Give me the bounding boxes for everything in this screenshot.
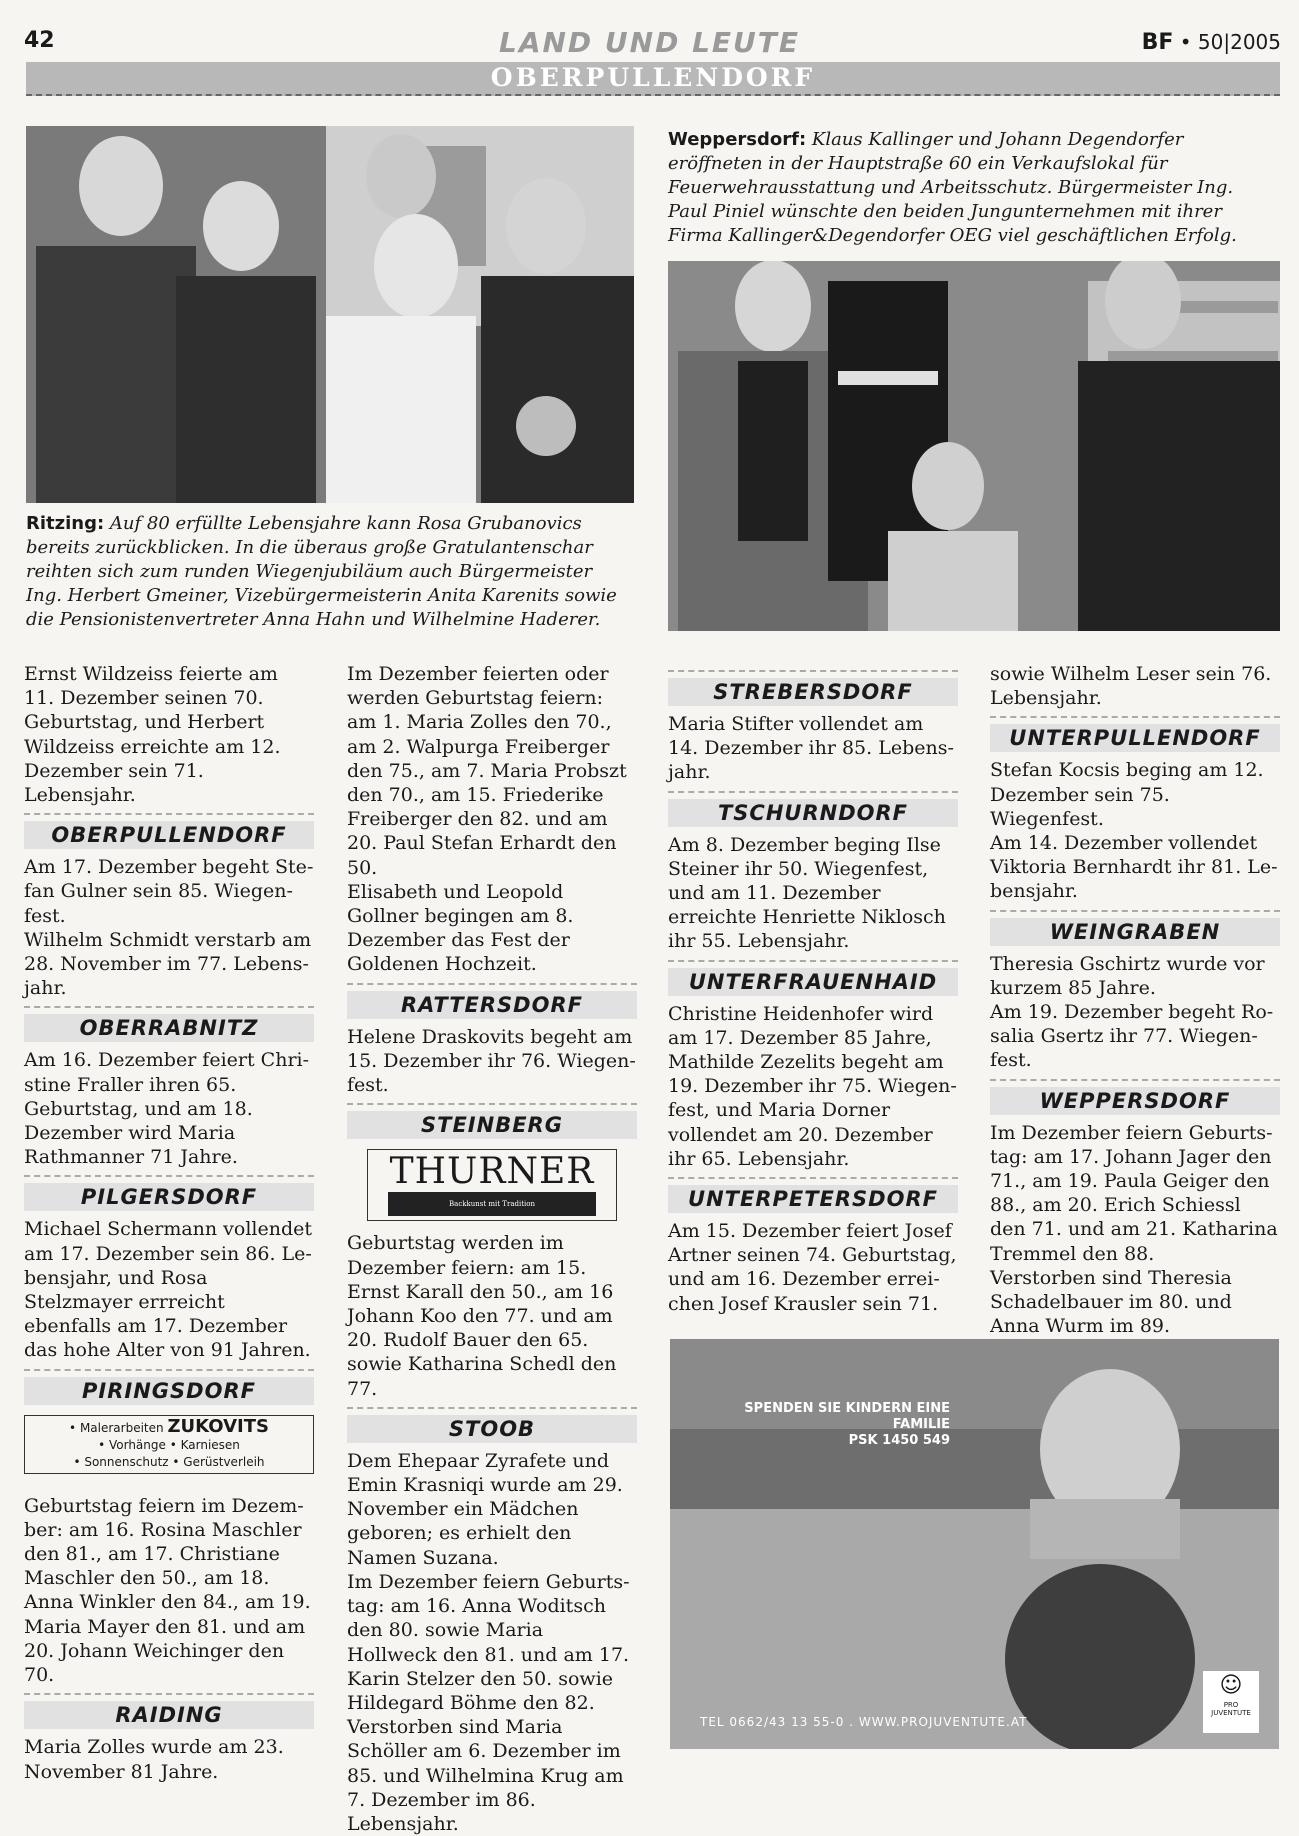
column-1 (24, 662, 314, 1784)
region-banner (26, 62, 1280, 96)
section-title-weppersdorf: WEPPERSDORF (990, 1087, 1280, 1115)
column-3 (668, 664, 958, 1316)
stoob-p1: Dem Ehepaar Zyrafete und Emin Krasniqi wurde am 29. November ein Mädchen geboren; es erhielt den Namen Suzana. (347, 1449, 623, 1569)
section-pilgersdorf (24, 1175, 314, 1211)
caption-weppersdorf-label: Weppersdorf: (668, 129, 807, 150)
col2-intro-p1: Im Dezember feierten oder werden Geburtstag feiern: am 1. Maria Zolles den 70., am 2. Walpurga Freiberger den 75., am 7. Maria Probszt den 70., am 15. Friederike Freiberger den 82. und am 20. Paul Stefan Erhardt den 50. (347, 663, 627, 879)
weppersdorf-p2: Verstorben sind Theresia Schadelbauer im 80. und Anna Wurm im 89. (990, 1266, 1232, 1338)
unterpullendorf-p1: Stefan Kocsis beging am 12. Dezember sein 75. Wiegenfest. (990, 759, 1264, 830)
section-oberrabnitz (24, 1006, 314, 1042)
section-title-weingraben: WEINGRABEN (990, 918, 1280, 946)
section-stoob (347, 1407, 637, 1443)
publication-name: BF (1141, 30, 1174, 55)
unterpetersdorf-text: Am 15. Dezember feiert Josef Artner seinen 74. Geburtstag, und am 16. Dezember erreichen Josef Krausler sein 71. (668, 1220, 957, 1315)
photo-ritzing (26, 126, 634, 503)
ad-zukovits-name: ZUKOVITS (167, 1415, 269, 1437)
unterfrauenhaid-text: Christine Heidenhofer wird am 17. Dezember 85 Jahre, Mathilde Zezelits begeht am 19. Dezember ihr 75. Wiegenfest, und Maria Dorner vollendet am 20. Dezember ihr 65. Lebensjahr. (668, 1002, 957, 1170)
piringsdorf-text: Geburtstag feiern im Dezember: am 16. Rosina Maschler den 81., am 17. Christiane Maschler den 50., am 18. Anna Winkler den 84., am 19. Maria Mayer den 81. und am 20. Johann Weichinger den 70. (24, 1494, 311, 1687)
weingraben-p1: Theresia Gschirtz wurde vor kurzem 85 Jahre. (990, 952, 1265, 999)
raiding-text: Maria Zolles wurde am 23. November 81 Jahre. (24, 1736, 284, 1783)
caption-weppersdorf-text: Klaus Kallinger und Johann Degendorfer eröffneten in der Hauptstraße 60 ein Verkaufslokal für Feuerwehrausstattung und Arbeitsschutz. Bürgermeister Ing. Paul Piniel wünschte den beiden Jungunternehmen mit ihrer Firma Kallinger&Degendorfer OEG viel geschäftlichen Erfolg. (668, 129, 1237, 246)
pro-juventute-logo-text: PRO JUVENTUTE (1211, 1701, 1251, 1717)
section-title-raiding: RAIDING (24, 1701, 314, 1729)
pro-juventute-logo-icon: ☺ (1219, 1673, 1243, 1698)
section-title-stoob: STOOB (347, 1415, 637, 1443)
section-rattersdorf (347, 983, 637, 1019)
publication-info: BF • 50|2005 (1141, 30, 1281, 55)
thurner-logo-sub: Backkunst mit Tradition (388, 1192, 596, 1216)
strebersdorf-text: Maria Stifter vollendet am 14. Dezember ihr 85. Lebensjahr. (668, 713, 954, 784)
section-weppersdorf (990, 1079, 1280, 1115)
col4-intro: sowie Wilhelm Leser sein 76. Lebensjahr. (990, 663, 1272, 710)
ad-zukovits (24, 1415, 314, 1474)
section-title-piringsdorf: PIRINGSDORF (24, 1377, 314, 1405)
photo-weppersdorf (668, 261, 1280, 631)
section-strebersdorf (668, 670, 958, 706)
caption-weppersdorf (668, 128, 1274, 248)
thurner-logo-name: THURNER (389, 1151, 595, 1193)
section-unterpetersdorf (668, 1177, 958, 1213)
caption-ritzing (26, 512, 626, 632)
stoob-p3: Verstorben sind Maria Schöller am 6. Dezember im 85. und Wilhelmina Krug am 7. Dezember im 86. Lebensjahr. (347, 1716, 624, 1835)
section-title-steinberg: STEINBERG (347, 1111, 637, 1139)
column-2 (347, 662, 637, 1836)
stoob-p2: Im Dezember feiern Geburtstag: am 16. Anna Woditsch den 80. sowie Maria Hollweck den 81. und am 17. Karin Stelzer den 50. sowie Hildegard Böhme den 82. (347, 1570, 630, 1714)
ad-headline-block (690, 1401, 950, 1449)
section-title-oberrabnitz: OBERRABNITZ (24, 1014, 314, 1042)
section-title-unterpullendorf: UNTERPULLENDORF (990, 724, 1280, 752)
caption-ritzing-label: Ritzing: (26, 513, 105, 534)
col2-intro-p2: Elisabeth und Leopold Gollner begingen am 8. Dezember das Fest der Goldenen Hochzeit. (347, 880, 574, 976)
section-title-tschurndorf: TSCHURNDORF (668, 799, 958, 827)
unterpullendorf-p2: Am 14. Dezember vollendet Viktoria Bernhardt ihr 81. Lebensjahr. (990, 832, 1278, 903)
section-title-rattersdorf: RATTERSDORF (347, 991, 637, 1019)
tschurndorf-text: Am 8. Dezember beging Ilse Steiner ihr 50. Wiegenfest, und am 11. Dezember erreichte Henriette Niklosch ihr 55. Lebensjahr. (668, 833, 946, 953)
oberpullendorf-p2: Wilhelm Schmidt verstarb am 28. November im 77. Lebensjahr. (24, 928, 312, 1000)
ad-zukovits-line1: • Malerarbeiten (69, 1420, 164, 1435)
column-4 (990, 662, 1280, 1363)
section-piringsdorf (24, 1369, 314, 1405)
section-title-unterpetersdorf: UNTERPETERSDORF (668, 1185, 958, 1213)
caption-ritzing-text: Auf 80 erfüllte Lebensjahre kann Rosa Grubanovics bereits zurückblicken. In die überaus große Gratulantenschar reihten sich zum runden Wiegenjubiläum auch Bürgermeister Ing. Herbert Gmeiner, Vizebürgermeisterin Anita Karenits sowie die Pensionistenvertreter Anna Hahn und Wilhelmine Haderer. (26, 513, 617, 630)
ad-pro-juventute (670, 1339, 1279, 1749)
issue-number: 50|2005 (1197, 30, 1281, 54)
steinberg-text: Geburtstag werden im Dezember feiern: am 15. Ernst Karall den 50., am 16 Johann Koo den 77. und am 20. Rudolf Bauer den 65. sowie Katharina Schedl den 77. (347, 1232, 617, 1400)
ad-zukovits-line2: • Vorhänge • Karniesen (98, 1437, 240, 1452)
weingraben-p2: Am 19. Dezember begeht Rosalia Gsertz ihr 77. Wiegenfest. (990, 1001, 1274, 1072)
ad-headline: SPENDEN SIE KINDERN EINE FAMILIE (744, 1401, 950, 1432)
banner-title: OBERPULLENDORF (490, 63, 816, 92)
section-title-oberpullendorf: OBERPULLENDORF (24, 821, 314, 849)
section-steinberg (347, 1103, 637, 1139)
ad-zukovits-line3: • Sonnenschutz • Gerüstverleih (73, 1454, 265, 1469)
pro-juventute-logo (1203, 1671, 1259, 1733)
section-unterpullendorf (990, 716, 1280, 752)
col1-intro: Ernst Wildzeiss feierte am 11. Dezember seinen 70. Geburtstag, und Herbert Wildzeiss erreichte am 12. Dezember sein 71. Lebensjahr. (24, 663, 281, 807)
ad-thurner (367, 1149, 617, 1221)
ad-contact: TEL 0662/43 13 55-0 . WWW.PROJUVENTUTE.AT (700, 1715, 1028, 1729)
section-title-strebersdorf: STREBERSDORF (668, 678, 958, 706)
pilgersdorf-text: Michael Schermann vollendet am 17. Dezember sein 86. Lebensjahr, und Rosa Stelzmayer errreicht ebenfalls am 17. Dezember das hohe Alter von 91 Jahren. (24, 1218, 313, 1362)
section-raiding (24, 1693, 314, 1729)
section-oberpullendorf (24, 813, 314, 849)
ad-account: PSK 1450 549 (848, 1433, 950, 1448)
weppersdorf-p1: Im Dezember feiern Geburtstag: am 17. Johann Jager den 71., am 19. Paula Geiger den 88., am 20. Erich Schiessl den 71. und am 21. Katharina Tremmel den 88. (990, 1121, 1278, 1265)
oberrabnitz-text: Am 16. Dezember feiert Christine Fraller ihren 65. Geburtstag, und am 18. Dezember wird Maria Rathmanner 71 Jahre. (24, 1049, 310, 1169)
section-title: LAND UND LEUTE (498, 26, 801, 59)
rattersdorf-text: Helene Draskovits begeht am 15. Dezember ihr 76. Wiegenfest. (347, 1025, 636, 1097)
page-number: 42 (24, 28, 55, 53)
section-title-pilgersdorf: PILGERSDORF (24, 1183, 314, 1211)
section-unterfrauenhaid (668, 960, 958, 996)
section-tschurndorf (668, 791, 958, 827)
oberpullendorf-p1: Am 17. Dezember begeht Stefan Gulner sein 85. Wiegenfest. (24, 856, 314, 927)
section-title-unterfrauenhaid: UNTERFRAUENHAID (668, 968, 958, 996)
section-weingraben (990, 910, 1280, 946)
